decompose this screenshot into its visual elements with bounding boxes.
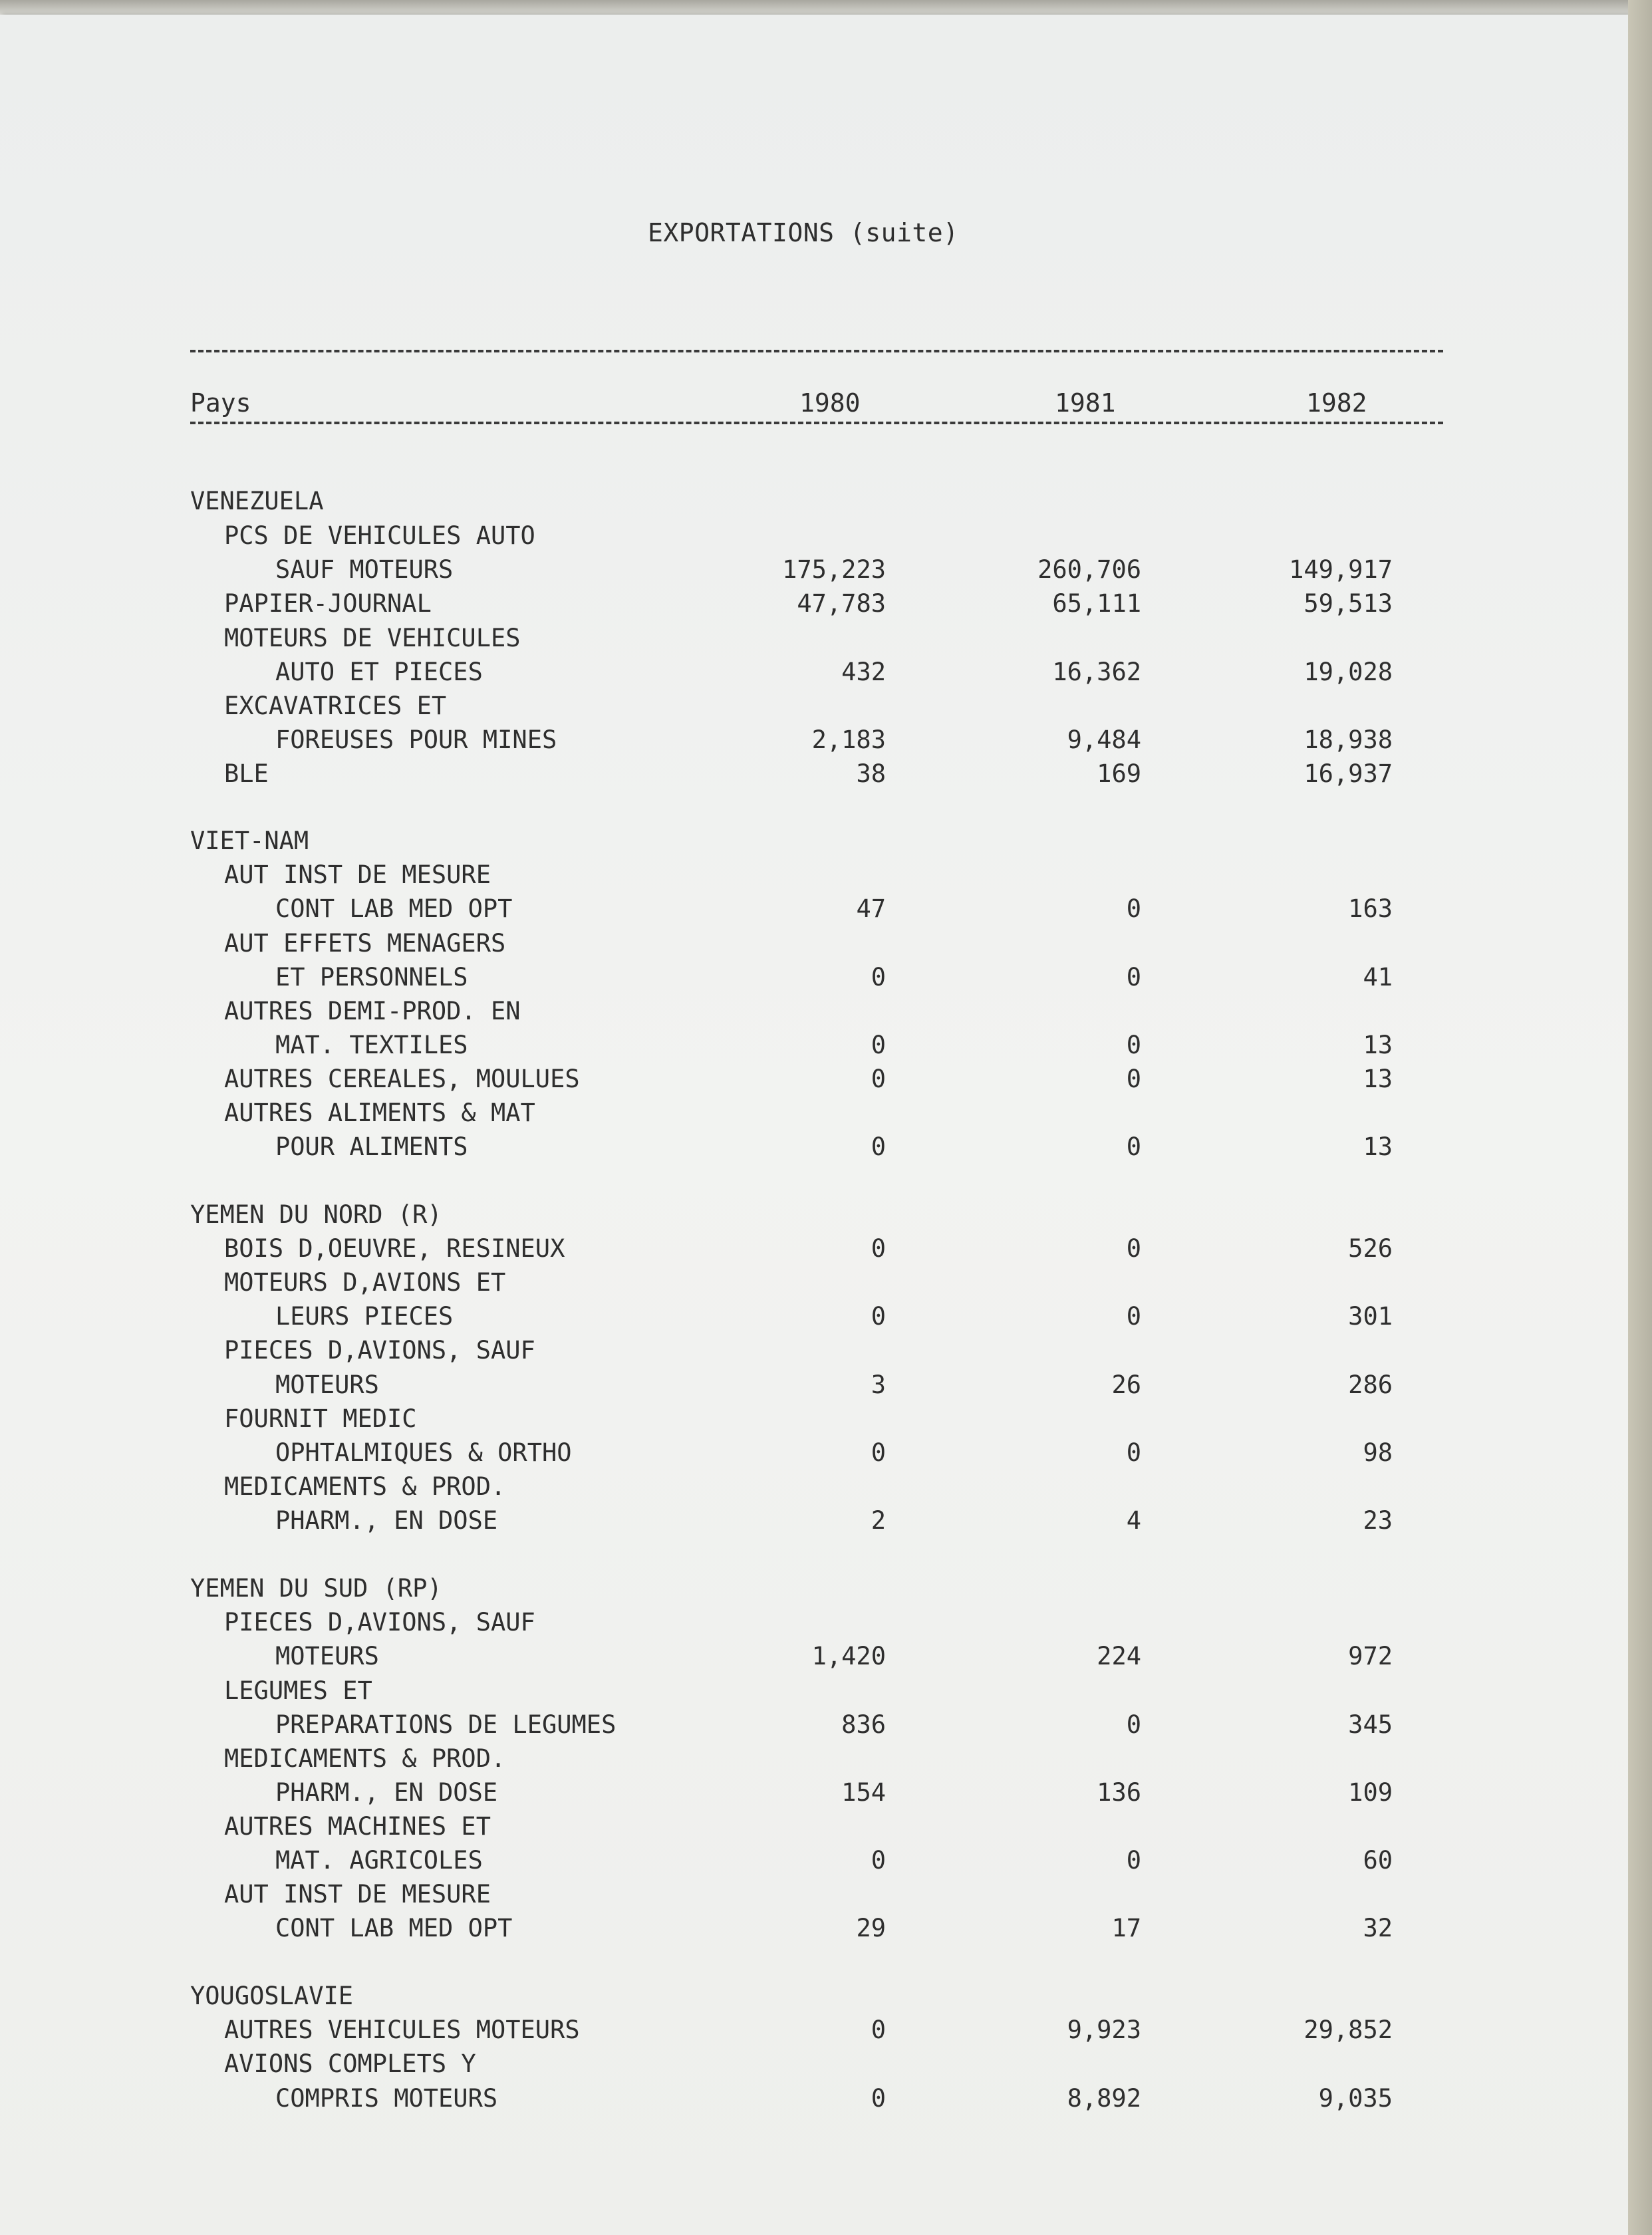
product-label: CONT LAB MED OPT xyxy=(275,1914,513,1942)
value-1980: 0 xyxy=(871,1438,886,1467)
value-1980: 154 xyxy=(841,1778,886,1807)
table-row xyxy=(0,689,1628,723)
value-1982: 59,513 xyxy=(1304,589,1393,618)
value-1982: 60 xyxy=(1363,1846,1393,1875)
product-label: AUTO ET PIECES xyxy=(275,658,483,686)
table-row xyxy=(0,1096,1628,1130)
value-1980: 2 xyxy=(871,1506,886,1535)
country-row xyxy=(0,1979,1628,2014)
table-row xyxy=(0,892,1628,926)
table-row xyxy=(0,1062,1628,1097)
product-label: AUTRES MACHINES ET xyxy=(224,1812,491,1841)
table-row xyxy=(0,655,1628,690)
value-1982: 41 xyxy=(1363,963,1393,991)
value-1980: 0 xyxy=(871,1031,886,1059)
value-1981: 16,362 xyxy=(1052,658,1141,686)
value-1982: 149,917 xyxy=(1289,555,1393,584)
product-label: AUTRES ALIMENTS & MAT xyxy=(224,1099,535,1127)
column-header-1982: 1982 xyxy=(1306,388,1367,418)
value-1982: 98 xyxy=(1363,1438,1393,1467)
value-1982: 163 xyxy=(1348,894,1393,923)
table-row xyxy=(0,1877,1628,1912)
product-label: FOURNIT MEDIC xyxy=(224,1404,417,1433)
value-1980: 1,420 xyxy=(811,1642,886,1670)
value-1982: 9,035 xyxy=(1318,2084,1393,2113)
value-1982: 18,938 xyxy=(1304,725,1393,754)
product-label: PHARM., EN DOSE xyxy=(275,1778,498,1807)
product-label: PIECES D,AVIONS, SAUF xyxy=(224,1608,535,1637)
value-1981: 0 xyxy=(1126,1438,1141,1467)
value-1981: 169 xyxy=(1097,759,1141,788)
product-label: MOTEURS xyxy=(275,1371,379,1399)
value-1981: 0 xyxy=(1126,1846,1141,1875)
product-label: MEDICAMENTS & PROD. xyxy=(224,1472,506,1501)
value-1981: 0 xyxy=(1126,1132,1141,1161)
scan-right-edge xyxy=(1628,0,1652,2235)
product-label: MOTEURS DE VEHICULES xyxy=(224,624,521,652)
table-top-rule xyxy=(190,350,1443,352)
table-row xyxy=(0,1639,1628,1674)
value-1981: 9,484 xyxy=(1067,725,1141,754)
value-1981: 0 xyxy=(1126,1302,1141,1331)
product-label: ET PERSONNELS xyxy=(275,963,468,991)
table-row xyxy=(0,1130,1628,1164)
value-1982: 526 xyxy=(1348,1234,1393,1263)
value-1982: 13 xyxy=(1363,1132,1393,1161)
value-1981: 9,923 xyxy=(1067,2016,1141,2044)
table-row xyxy=(0,2047,1628,2081)
table-row xyxy=(0,1368,1628,1402)
product-label: AVIONS COMPLETS Y xyxy=(224,2049,476,2078)
product-label: LEURS PIECES xyxy=(275,1302,454,1331)
value-1982: 23 xyxy=(1363,1506,1393,1535)
product-label: CONT LAB MED OPT xyxy=(275,894,513,923)
table-row xyxy=(0,926,1628,961)
value-1980: 0 xyxy=(871,963,886,991)
product-label: AUTRES VEHICULES MOTEURS xyxy=(224,2016,580,2044)
value-1982: 972 xyxy=(1348,1642,1393,1670)
table-row xyxy=(0,960,1628,995)
table-row xyxy=(0,1402,1628,1436)
value-1980: 0 xyxy=(871,1132,886,1161)
table-row xyxy=(0,519,1628,553)
table-row xyxy=(0,621,1628,656)
value-1981: 0 xyxy=(1126,894,1141,923)
value-1981: 0 xyxy=(1126,1031,1141,1059)
value-1981: 8,892 xyxy=(1067,2084,1141,2113)
document-page xyxy=(0,15,1628,2235)
value-1980: 0 xyxy=(871,1302,886,1331)
country-name: YEMEN DU NORD (R) xyxy=(190,1200,442,1229)
product-label: EXCAVATRICES ET xyxy=(224,692,447,720)
value-1982: 19,028 xyxy=(1304,658,1393,686)
table-row xyxy=(0,1674,1628,1708)
table-row xyxy=(0,858,1628,892)
country-row xyxy=(0,484,1628,519)
product-label: MOTEURS D,AVIONS ET xyxy=(224,1268,506,1297)
country-name: VENEZUELA xyxy=(190,487,324,515)
value-1980: 0 xyxy=(871,1065,886,1093)
value-1980: 38 xyxy=(856,759,886,788)
value-1981: 0 xyxy=(1126,1710,1141,1739)
product-label: BOIS D,OEUVRE, RESINEUX xyxy=(224,1234,565,1263)
value-1982: 13 xyxy=(1363,1065,1393,1093)
table-row xyxy=(0,1775,1628,1810)
scan-top-edge xyxy=(0,0,1652,15)
country-name: YOUGOSLAVIE xyxy=(190,1982,354,2010)
country-row xyxy=(0,1571,1628,1606)
value-1980: 29 xyxy=(856,1914,886,1942)
product-label: LEGUMES ET xyxy=(224,1676,372,1705)
value-1981: 26 xyxy=(1111,1371,1141,1399)
value-1981: 17 xyxy=(1111,1914,1141,1942)
table-row xyxy=(0,1470,1628,1504)
value-1982: 16,937 xyxy=(1304,759,1393,788)
product-label: COMPRIS MOTEURS xyxy=(275,2084,498,2113)
product-label: OPHTALMIQUES & ORTHO xyxy=(275,1438,572,1467)
value-1980: 0 xyxy=(871,1846,886,1875)
value-1980: 2,183 xyxy=(811,725,886,754)
table-row xyxy=(0,1911,1628,1946)
value-1981: 4 xyxy=(1126,1506,1141,1535)
value-1982: 29,852 xyxy=(1304,2016,1393,2044)
value-1982: 286 xyxy=(1348,1371,1393,1399)
product-label: PCS DE VEHICULES AUTO xyxy=(224,521,535,550)
table-row xyxy=(0,1232,1628,1266)
table-row xyxy=(0,1504,1628,1538)
product-label: FOREUSES POUR MINES xyxy=(275,725,557,754)
table-row xyxy=(0,994,1628,1029)
value-1982: 109 xyxy=(1348,1778,1393,1807)
table-row xyxy=(0,1843,1628,1878)
product-label: AUT EFFETS MENAGERS xyxy=(224,929,506,958)
column-header-1980: 1980 xyxy=(799,388,861,418)
value-1980: 175,223 xyxy=(782,555,886,584)
value-1981: 65,111 xyxy=(1052,589,1141,618)
country-row xyxy=(0,1198,1628,1232)
value-1982: 345 xyxy=(1348,1710,1393,1739)
value-1982: 301 xyxy=(1348,1302,1393,1331)
table-header-rule xyxy=(190,422,1443,424)
product-label: AUT INST DE MESURE xyxy=(224,1880,491,1908)
table-row xyxy=(0,553,1628,587)
value-1981: 224 xyxy=(1097,1642,1141,1670)
value-1981: 260,706 xyxy=(1037,555,1141,584)
country-name: YEMEN DU SUD (RP) xyxy=(190,1574,442,1603)
value-1981: 0 xyxy=(1126,963,1141,991)
table-row xyxy=(0,1265,1628,1300)
product-label: AUTRES DEMI-PROD. EN xyxy=(224,997,521,1025)
product-label: MOTEURS xyxy=(275,1642,379,1670)
value-1981: 0 xyxy=(1126,1065,1141,1093)
country-name: VIET-NAM xyxy=(190,827,309,855)
table-row xyxy=(0,1809,1628,1844)
page-title: EXPORTATIONS (suite) xyxy=(648,218,959,247)
table-row xyxy=(0,1708,1628,1742)
value-1980: 432 xyxy=(841,658,886,686)
product-label: MEDICAMENTS & PROD. xyxy=(224,1744,506,1773)
value-1980: 3 xyxy=(871,1371,886,1399)
value-1980: 47 xyxy=(856,894,886,923)
table-row xyxy=(0,1436,1628,1470)
value-1980: 0 xyxy=(871,1234,886,1263)
table-row xyxy=(0,723,1628,757)
product-label: MAT. AGRICOLES xyxy=(275,1846,483,1875)
product-label: BLE xyxy=(224,759,269,788)
table-row xyxy=(0,1028,1628,1063)
value-1981: 136 xyxy=(1097,1778,1141,1807)
product-label: SAUF MOTEURS xyxy=(275,555,454,584)
table-row xyxy=(0,1605,1628,1640)
table-row xyxy=(0,587,1628,621)
value-1981: 0 xyxy=(1126,1234,1141,1263)
table-row xyxy=(0,2081,1628,2116)
table-row xyxy=(0,2013,1628,2047)
table-row xyxy=(0,1333,1628,1368)
column-header-pays: Pays xyxy=(190,388,251,418)
value-1982: 32 xyxy=(1363,1914,1393,1942)
value-1980: 0 xyxy=(871,2016,886,2044)
table-row xyxy=(0,757,1628,791)
product-label: MAT. TEXTILES xyxy=(275,1031,468,1059)
value-1980: 836 xyxy=(841,1710,886,1739)
product-label: AUT INST DE MESURE xyxy=(224,860,491,889)
product-label: PREPARATIONS DE LEGUMES xyxy=(275,1710,617,1739)
product-label: POUR ALIMENTS xyxy=(275,1132,468,1161)
product-label: PHARM., EN DOSE xyxy=(275,1506,498,1535)
column-header-1981: 1981 xyxy=(1055,388,1116,418)
value-1980: 0 xyxy=(871,2084,886,2113)
value-1982: 13 xyxy=(1363,1031,1393,1059)
country-row xyxy=(0,824,1628,858)
product-label: PIECES D,AVIONS, SAUF xyxy=(224,1336,535,1365)
table-row xyxy=(0,1299,1628,1334)
table-row xyxy=(0,1742,1628,1776)
product-label: PAPIER-JOURNAL xyxy=(224,589,432,618)
product-label: AUTRES CEREALES, MOULUES xyxy=(224,1065,580,1093)
value-1980: 47,783 xyxy=(797,589,886,618)
